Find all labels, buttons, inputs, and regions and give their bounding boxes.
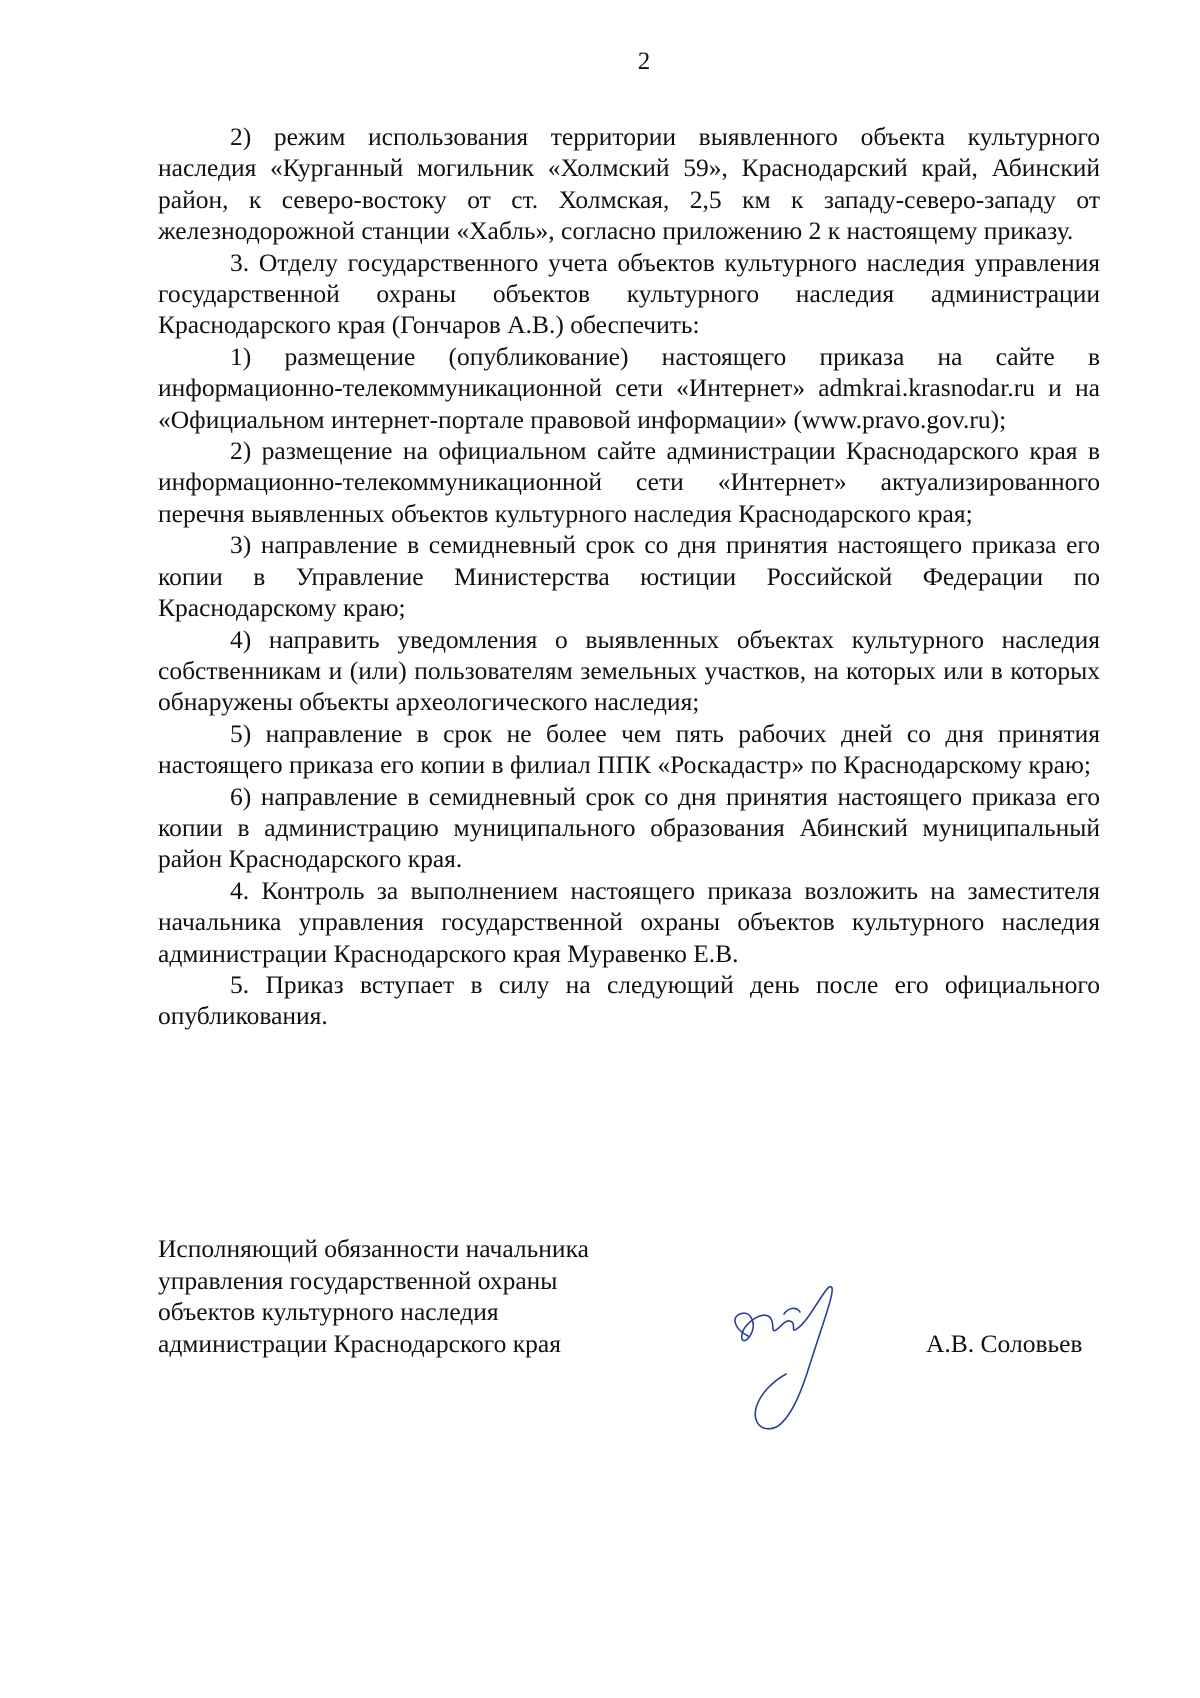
paragraph-item-5: 5. Приказ вступает в силу на следующий день после его официального опубликования. — [158, 969, 1100, 1031]
signatory-position-line: объектов культурного наследия — [158, 1297, 499, 1326]
paragraph-item-3-5: 5) направление в срок не более чем пять рабочих дней со дня принятия настоящего приказа его копии в филиал ППК «Роскадастр» по Краснодарскому краю; — [158, 718, 1100, 780]
page-number: 2 — [637, 48, 651, 75]
paragraph-item-3-2: 2) размещение на официальном сайте администрации Краснодарского края в информационно-телекоммуникационной сети «Интернет» актуализированного перечня выявленных объектов культурного наследия Краснодарского края; — [158, 436, 1100, 528]
signatory-position-line: управления государственной охраны — [158, 1265, 558, 1295]
paragraph-item-3-1: 1) размещение (опубликование) настоящего приказа на сайте в информационно-телекоммуникационной сети «Интернет» admkrai.krasnodar.ru и на «Официальном интернет-портале правовой информации» (www.pravo.gov.ru); — [158, 341, 1100, 434]
paragraph-item-3-3: 3) направление в семидневный срок со дня принятия настоящего приказа его копии в Управление Министерства юстиции Российской Федерации по Краснодарскому краю; — [158, 530, 1100, 623]
paragraph-item-3: 3. Отделу государственного учета объектов культурного наследия управления государственной охраны объектов культурного наследия администрации Краснодарского края (Гончаров А.В.) обеспечить: — [158, 247, 1100, 340]
paragraph-item-3-6: 6) направление в семидневный срок со дня принятия настоящего приказа его копии в администрацию муниципального образования Абинский муниципальный район Краснодарского края. — [158, 781, 1100, 874]
signatory-position-line: администрации Краснодарского края — [158, 1328, 561, 1358]
paragraph-territory-regime: 2) режим использования территории выявленного объекта культурного наследия «Курганный могильник «Холмский 59», Краснодарский край, Абинский район, к северо-востоку от ст. Холмская, 2,5 км к западу-северо-западу от железнодорожной станции «Хабль», согласно приложению 2 к настоящему приказу. — [158, 122, 1100, 246]
paragraph-item-3-4: 4) направить уведомления о выявленных объектах культурного наследия собственникам и (или) пользователям земельных участков, на которых или в которых обнаружены объекты археологического наследия; — [158, 624, 1100, 717]
signer-name: А.В. Соловьев — [926, 1329, 1083, 1358]
handwritten-signature — [726, 1278, 856, 1436]
signatory-position — [158, 1233, 589, 1359]
document-body — [158, 121, 1100, 1032]
paragraph-item-4: 4. Контроль за выполнением настоящего приказа возложить на заместителя начальника управления государственной охраны объектов культурного наследия администрации Краснодарского края Муравенко Е.В. — [158, 875, 1100, 968]
signatory-position-line: Исполняющий обязанности начальника — [158, 1234, 589, 1263]
